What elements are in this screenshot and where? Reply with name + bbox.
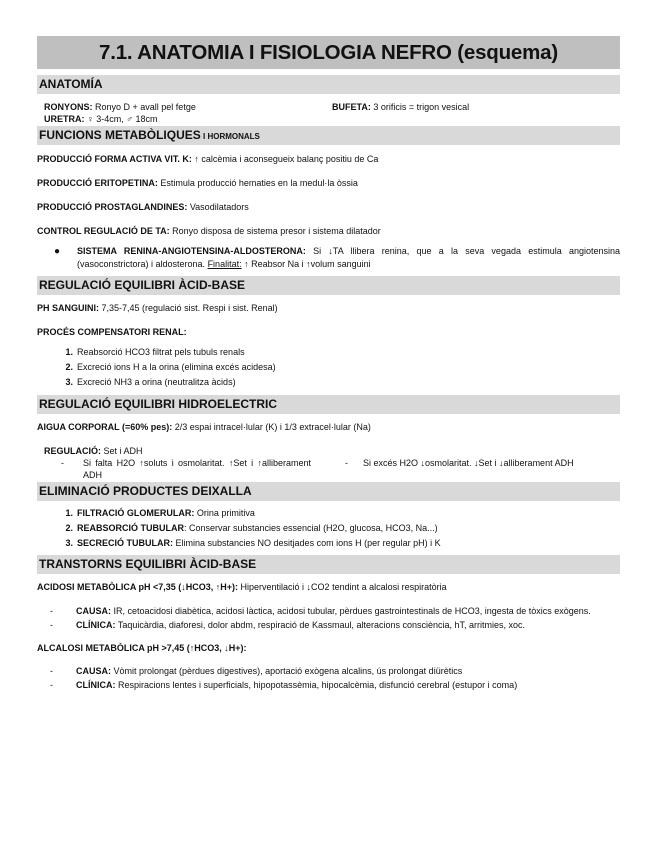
causa-label: CAUSA: — [76, 606, 111, 616]
regulacio-text: Set i ADH — [101, 446, 143, 456]
funcions-heading-small: I HORMONALS — [200, 132, 260, 141]
dash-marker: - — [345, 458, 348, 468]
uretra-label: URETRA: — [44, 114, 85, 124]
step-text: : Conservar substancies essencial (H2O, glucosa, HCO3, Na...) — [184, 523, 438, 533]
dash-text — [76, 679, 620, 691]
renina-text — [77, 245, 620, 271]
list-item — [37, 345, 620, 360]
section-anatomia-heading: ANATOMÍA — [37, 75, 620, 94]
clinica-label: CLÍNICA: — [76, 620, 116, 630]
dash-item — [37, 457, 327, 481]
uretra-line — [37, 113, 620, 125]
dash-text: Si falta H2O ↑soluts i osmolaritat. ↑Set i ↑alliberament ADH — [83, 458, 311, 480]
funcio-item — [37, 201, 620, 213]
ph-text: 7,35-7,45 (regulació sist. Respi i sist. Renal) — [99, 303, 278, 313]
funcio-text: ↑ calcèmia i aconsegueix balanç positiu de Ca — [191, 154, 379, 164]
regulacio-line — [37, 445, 620, 457]
acidosi-line — [37, 581, 620, 593]
finalitat-label: Finalitat: — [207, 259, 242, 269]
section-hidro-heading: REGULACIÓ EQUILIBRI HIDROELECTRIC — [37, 395, 620, 414]
dash-marker: - — [61, 458, 64, 468]
step-text: Orina primitiva — [194, 508, 255, 518]
step-text: Excreció ions H a la orina (elimina excés acidesa) — [77, 362, 276, 372]
funcio-text: Vasodilatadors — [187, 202, 249, 212]
ronyons-line — [44, 101, 332, 113]
clinica-text: Respiracions lentes i superficials, hipopotassèmia, hipocalcèmia, disfunció cerebral (estupor i coma) — [115, 680, 518, 690]
dash-marker: - — [50, 620, 53, 630]
uretra-text: ♀ 3-4cm, ♂ 18cm — [84, 114, 158, 124]
bufeta-label: BUFETA: — [332, 102, 371, 112]
renina-bullet — [37, 245, 620, 271]
section-eliminacio-heading: ELIMINACIÓ PRODUCTES DEIXALLA — [37, 482, 620, 501]
section-funcions-heading — [37, 126, 620, 145]
dash-marker: - — [50, 680, 53, 690]
page-title: 7.1. ANATOMIA I FISIOLOGIA NEFRO (esquema) — [37, 36, 620, 69]
list-item — [37, 536, 620, 551]
causa-label: CAUSA: — [76, 666, 111, 676]
document-page — [37, 36, 620, 691]
aigua-label: AIGUA CORPORAL (=60% pes): — [37, 422, 173, 432]
step-text: Excreció NH3 a orina (neutralitza àcids) — [77, 377, 236, 387]
ronyons-label: RONYONS: — [44, 102, 93, 112]
section-acid-base-heading: REGULACIÓ EQUILIBRI ÀCID-BASE — [37, 276, 620, 295]
funcions-heading-main: FUNCIONS METABÒLIQUES — [39, 128, 201, 142]
clinica-text: Taquicàrdia, diaforesi, dolor abdm, respiració de Kassmaul, alteracions consciència, hT, arritmies, xoc. — [115, 620, 526, 630]
acidosi-label: ACIDOSI METABÒLICA pH <7,35 (↓HCO3, ↑H+): — [37, 582, 239, 592]
dash-text — [76, 619, 620, 631]
anatomia-row — [37, 101, 620, 113]
aigua-text: 2/3 espai intracel·lular (K) i 1/3 extracel·lular (Na) — [172, 422, 371, 432]
dash-text: Si excés H2O ↓osmolaritat. ↓Set i ↓alliberament ADH — [363, 458, 574, 468]
step-text: Elimina substancies NO desitjades com ions H (per regular pH) i K — [173, 538, 441, 548]
bufeta-text: 3 orificis = trigon vesical — [370, 102, 470, 112]
step-label: FILTRACIÓ GLOMERULAR: — [77, 508, 195, 518]
funcio-text: Ronyo disposa de sistema presor i sistema dilatador — [169, 226, 381, 236]
funcio-item — [37, 153, 620, 165]
clinica-label: CLÍNICA: — [76, 680, 116, 690]
alcalosi-clinica — [37, 679, 620, 691]
ph-line — [37, 302, 620, 314]
step-number: 2. — [65, 523, 73, 533]
list-item — [37, 360, 620, 375]
causa-text: Vòmit prolongat (pèrdues digestives), aportació exògena alcalins, ús prolongat diürètics — [111, 666, 463, 676]
acidosi-clinica — [37, 619, 620, 631]
funcio-text: Estimula producció hematies en la medul·la òssia — [157, 178, 358, 188]
dash-marker: - — [50, 666, 53, 676]
regulacio-dashes — [37, 457, 620, 481]
funcio-label: PRODUCCIÓ ERITOPETINA: — [37, 178, 158, 188]
step-number: 3. — [65, 377, 73, 387]
step-number: 3. — [65, 538, 73, 548]
step-number: 1. — [65, 508, 73, 518]
ronyons-text: Ronyo D + avall pel fetge — [92, 102, 196, 112]
proces-label: PROCÉS COMPENSATORI RENAL: — [37, 327, 187, 337]
regulacio-label: REGULACIÓ: — [44, 446, 101, 456]
ph-label: PH SANGUINI: — [37, 303, 100, 313]
dash-item — [327, 457, 620, 481]
funcio-label: CONTROL REGULACIÓ DE TA: — [37, 226, 170, 236]
proces-list — [37, 345, 620, 390]
alcalosi-label: ALCALOSI METABÒLICA pH >7,45 (↑HCO3, ↓H+): — [37, 643, 247, 653]
acidosi-causa — [37, 605, 620, 617]
causa-text: IR, cetoacidosi diabètica, acidosi làctica, acidosi tubular, pèrdues gastrointestinals de HCO3, ingesta de tòxics exògens. — [111, 606, 591, 616]
renina-label: SISTEMA RENINA-ANGIOTENSINA-ALDOSTERONA: — [77, 246, 306, 256]
step-label: REABSORCIÓ TUBULAR — [77, 523, 184, 533]
dash-text — [76, 605, 620, 617]
dash-marker: - — [50, 606, 53, 616]
step-label: SECRECIÓ TUBULAR: — [77, 538, 173, 548]
section-trastorns-heading: TRANSTORNS EQUILIBRI ÀCID-BASE — [37, 555, 620, 574]
finalitat-text: ↑ Reabsor Na i ↑volum sanguini — [241, 259, 371, 269]
dash-text — [76, 665, 620, 677]
step-number: 1. — [65, 347, 73, 357]
funcio-item — [37, 225, 620, 237]
funcio-item — [37, 177, 620, 189]
alcalosi-causa — [37, 665, 620, 677]
aigua-line — [37, 421, 620, 433]
funcio-label: PRODUCCIÓ PROSTAGLANDINES: — [37, 202, 188, 212]
list-item — [37, 506, 620, 521]
bufeta-line — [332, 101, 469, 113]
step-text: Reabsorció HCO3 filtrat pels tubuls renals — [77, 347, 245, 357]
renina-body: Si ↓TA llibera renina, que a la seva vegada estimula angiotensina (vasoconstrictora) i aldosterona. — [77, 246, 620, 269]
bullet-dot-icon: ● — [53, 246, 61, 257]
funcio-label: PRODUCCIÓ FORMA ACTIVA VIT. K: — [37, 154, 192, 164]
step-number: 2. — [65, 362, 73, 372]
acidosi-text: Hiperventilació i ↓CO2 tendint a alcalosi respiratòria — [238, 582, 447, 592]
eliminacio-list — [37, 506, 620, 551]
list-item — [37, 375, 620, 390]
list-item — [37, 521, 620, 536]
